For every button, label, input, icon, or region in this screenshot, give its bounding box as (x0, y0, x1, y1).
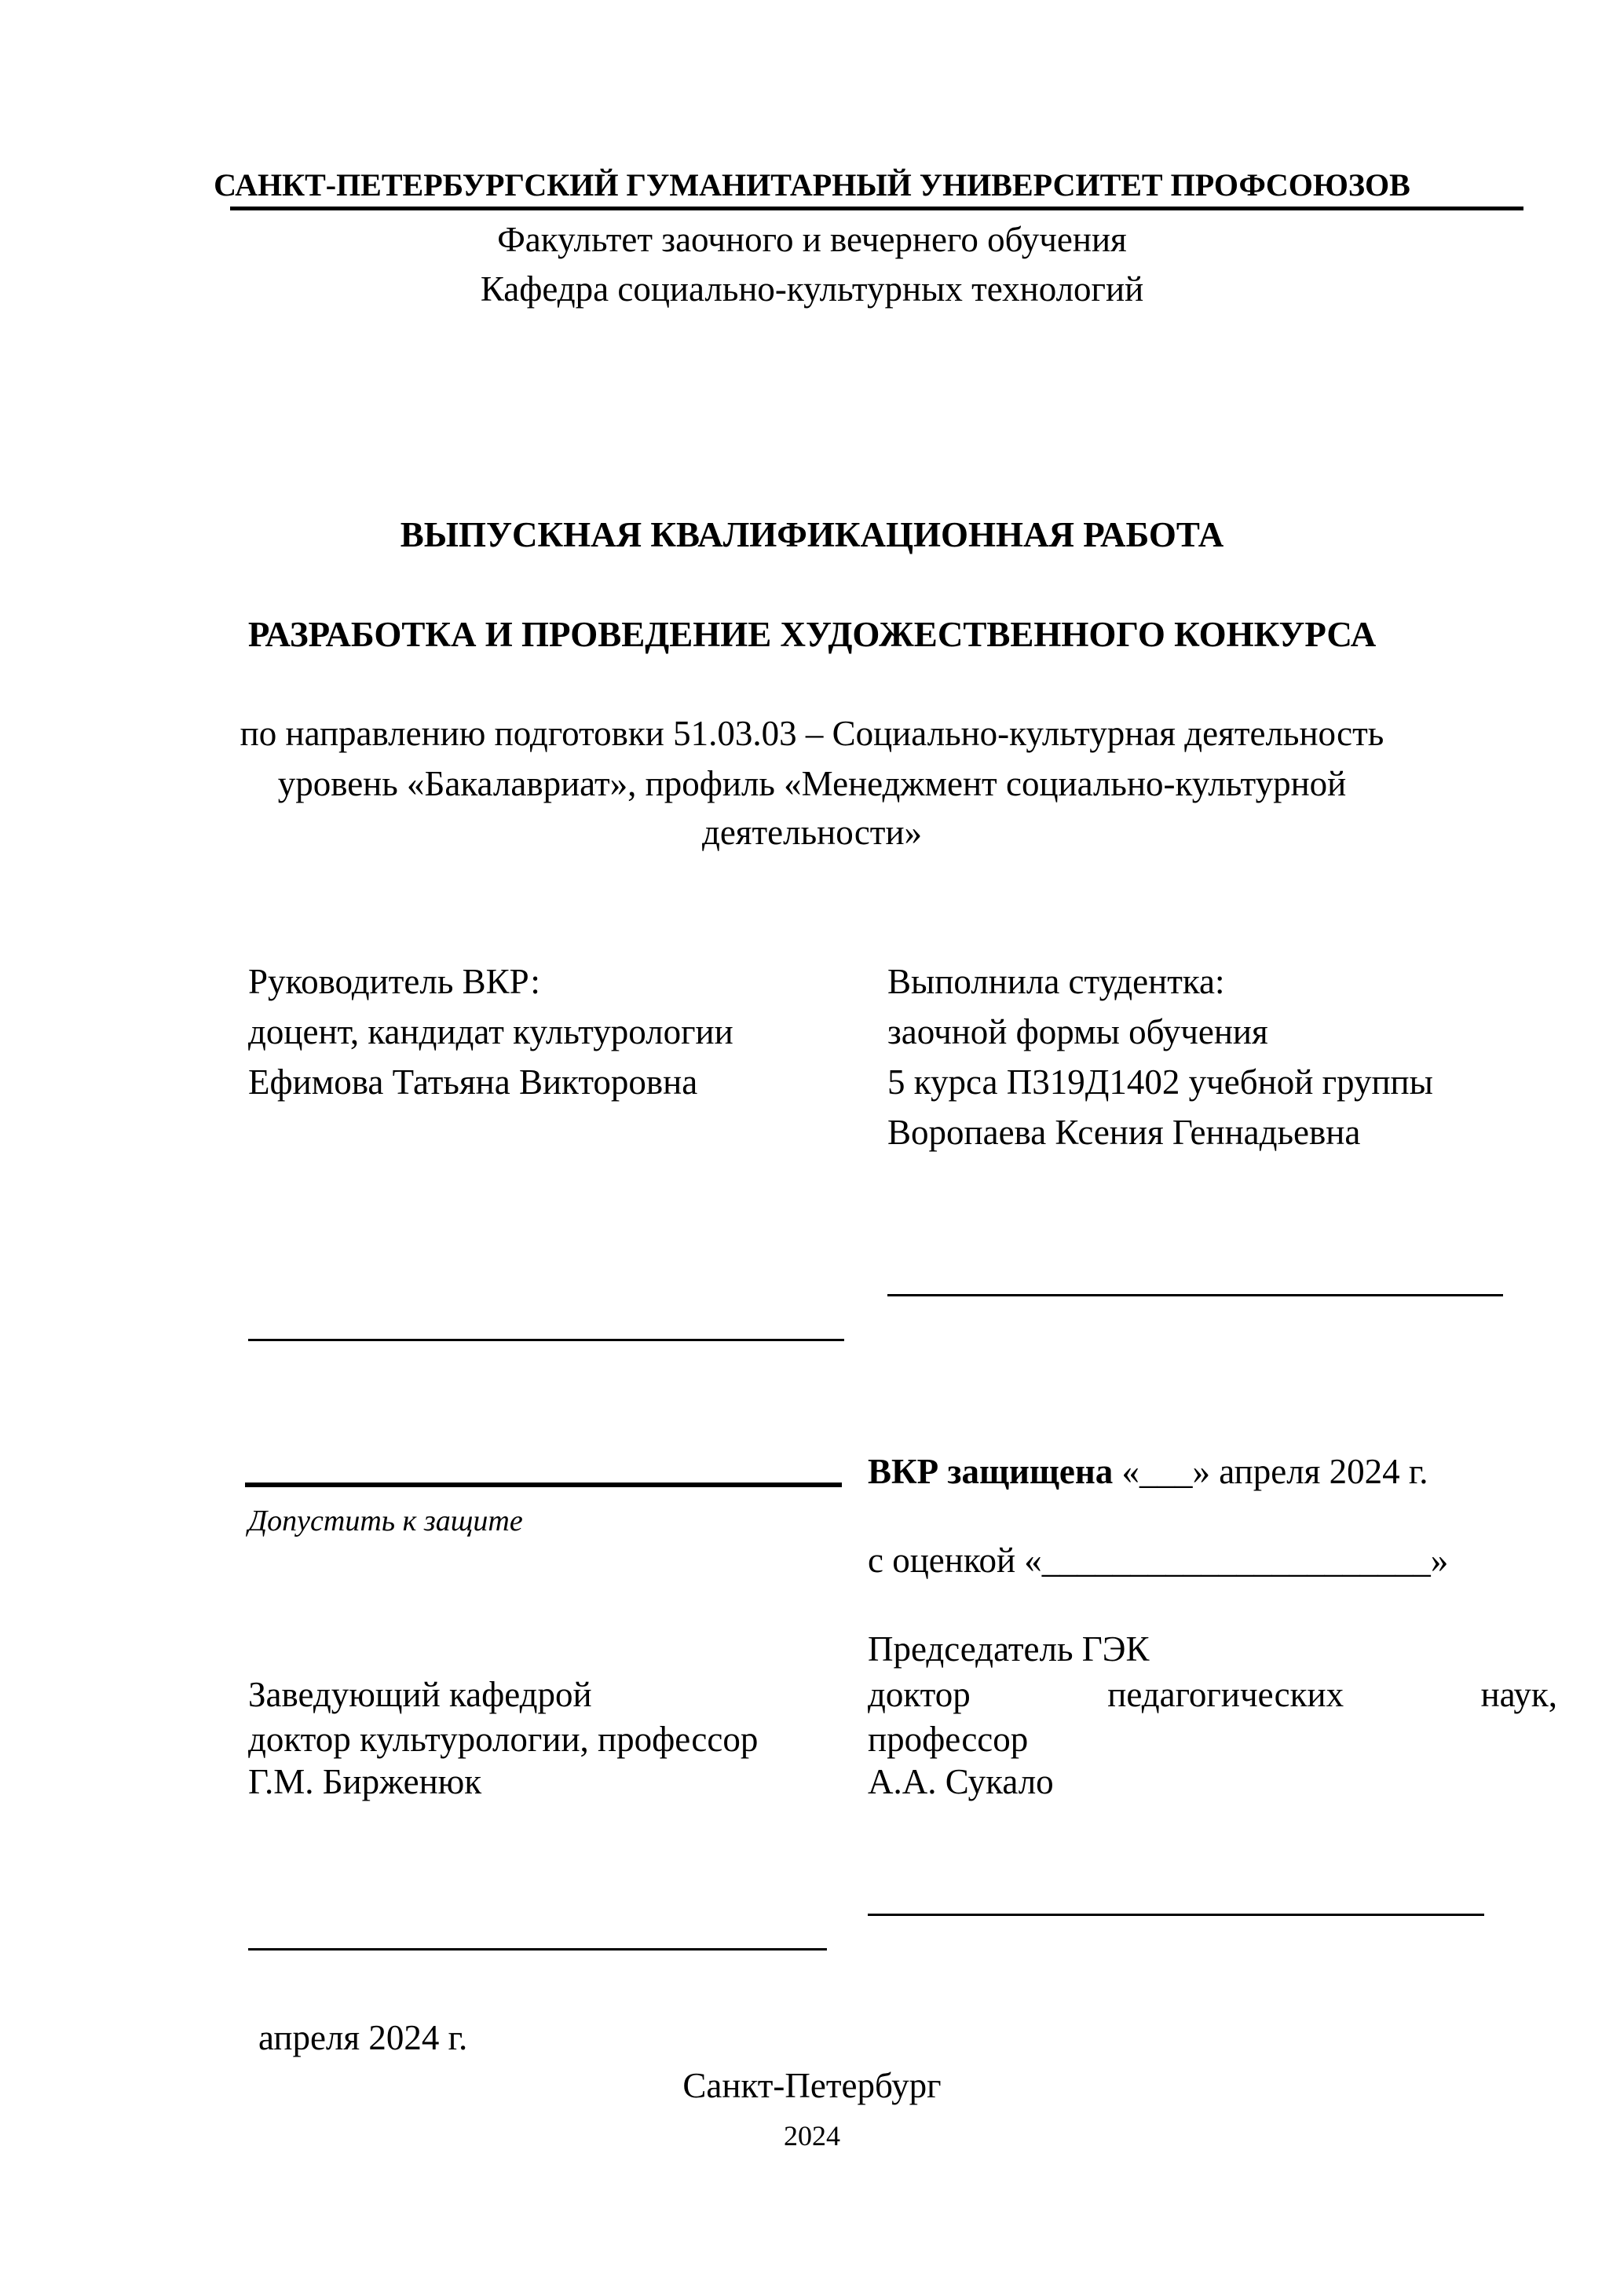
defense-date-text: «___» апреля 2024 г. (1113, 1452, 1428, 1491)
commission-name: А.А. Сукало (868, 1762, 1054, 1801)
direction-line-1: по направлению подготовки 51.03.03 – Социально-культурная деятельность (240, 714, 1384, 753)
admission-label: Допустить к защите (248, 1504, 523, 1537)
student-name: Воропаева Ксения Геннадьевна (887, 1113, 1361, 1152)
year: 2024 (784, 2120, 840, 2152)
direction-line-2: уровень «Бакалавриат», профиль «Менеджмент социально-культурной (277, 764, 1347, 803)
head-name: Г.М. Бирженюк (248, 1762, 482, 1801)
student-group: 5 курса П319Д1402 учебной группы (887, 1062, 1433, 1102)
document-type: ВЫПУСКНАЯ КВАЛИФИКАЦИОННАЯ РАБОТА (400, 515, 1224, 554)
student-form: заочной формы обучения (887, 1012, 1268, 1051)
commission-signature-line (868, 1914, 1484, 1916)
thesis-topic: РАЗРАБОТКА И ПРОВЕДЕНИЕ ХУДОЖЕСТВЕННОГО КОНКУРСА (247, 615, 1377, 654)
supervisor-signature-line (248, 1339, 844, 1341)
commission-title: Председатель ГЭК (868, 1629, 1150, 1669)
head-degree: доктор культурологии, профессор (248, 1720, 759, 1759)
admission-signature-line (245, 1483, 842, 1487)
student-signature-line (887, 1294, 1503, 1296)
supervisor-name: Ефимова Татьяна Викторовна (248, 1062, 698, 1102)
head-signature-line (248, 1948, 827, 1951)
supervisor-label: Руководитель ВКР: (248, 962, 540, 1001)
head-title: Заведующий кафедрой (248, 1675, 592, 1714)
defense-date (868, 1454, 1428, 1490)
city: Санкт-Петербург (682, 2066, 942, 2105)
defense-grade: с оценкой «______________________» (868, 1541, 1449, 1580)
direction-line-3: деятельности» (701, 813, 923, 852)
commission-degree: доктор педагогических наук, (868, 1675, 1557, 1714)
footer-date: апреля 2024 г. (258, 2018, 468, 2057)
student-label: Выполнила студентка: (887, 962, 1225, 1001)
defense-label: ВКР защищена (868, 1452, 1114, 1491)
department-name: Кафедра социально-культурных технологий (480, 269, 1144, 309)
supervisor-position: доцент, кандидат культурологии (248, 1012, 733, 1051)
commission-rank: профессор (868, 1720, 1029, 1759)
faculty-name: Факультет заочного и вечернего обучения (497, 220, 1127, 259)
header-rule (230, 207, 1523, 210)
university-name: САНКТ-ПЕТЕРБУРГСКИЙ ГУМАНИТАРНЫЙ УНИВЕРСИТЕТ ПРОФСОЮЗОВ (214, 167, 1410, 203)
